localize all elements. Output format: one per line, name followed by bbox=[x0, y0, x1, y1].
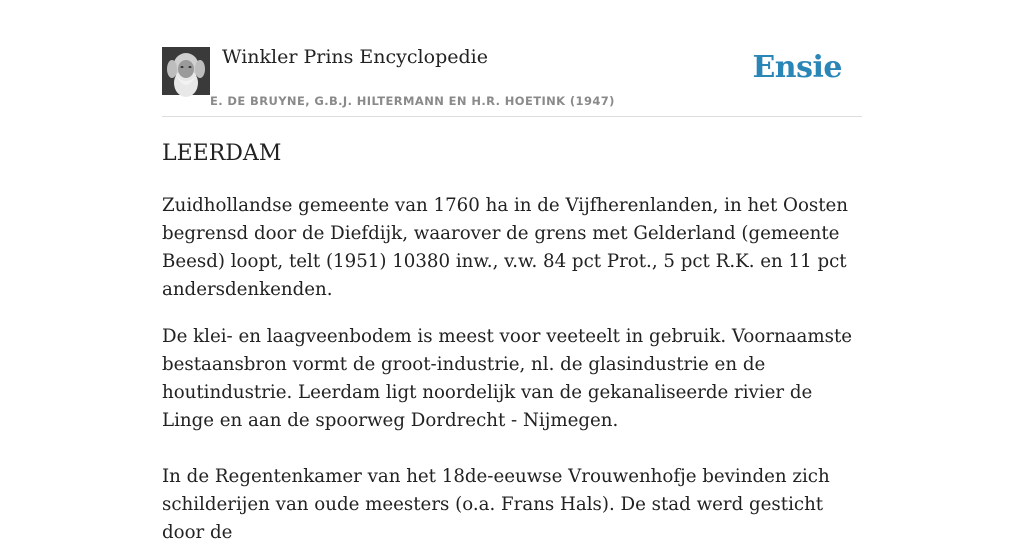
article-paragraph: De klei- en laagveenbodem is meest voor veeteelt in gebruik. Voornaamste bestaansbron vormt de groot-industrie, nl. de glasindustrie en de houtindustrie. Leerdam ligt noordelijk van de gekanaliseerde rivier de Linge en aan de spoorweg Dordrecht - Nijmegen. bbox=[162, 326, 853, 431]
source-header bbox=[162, 40, 862, 117]
author-portrait-image bbox=[162, 47, 210, 95]
source-authors: E. DE BRUYNE, G.B.J. HILTERMANN EN H.R. HOETINK (1947) bbox=[210, 94, 615, 108]
article-title: LEERDAM bbox=[162, 141, 282, 166]
ensie-logo[interactable]: Ensie bbox=[752, 50, 842, 85]
article-paragraph: Zuidhollandse gemeente van 1760 ha in de Vijfherenlanden, in het Oosten begrensd door de Diefdijk, waarover de grens met Gelderland (gemeente Beesd) loopt, telt (1951) 10380 inw., v.w. 84 pct Prot., 5 pct R.K. en 11 pct andersdenkenden. bbox=[162, 195, 849, 300]
author-avatar[interactable] bbox=[162, 47, 210, 95]
source-title[interactable]: Winkler Prins Encyclopedie bbox=[222, 46, 488, 68]
article-paragraph: In de Regentenkamer van het 18de-eeuwse Vrouwenhofje bevinden zich schilderijen van oude meesters (o.a. Frans Hals). De stad werd gesticht door de bbox=[162, 466, 830, 543]
